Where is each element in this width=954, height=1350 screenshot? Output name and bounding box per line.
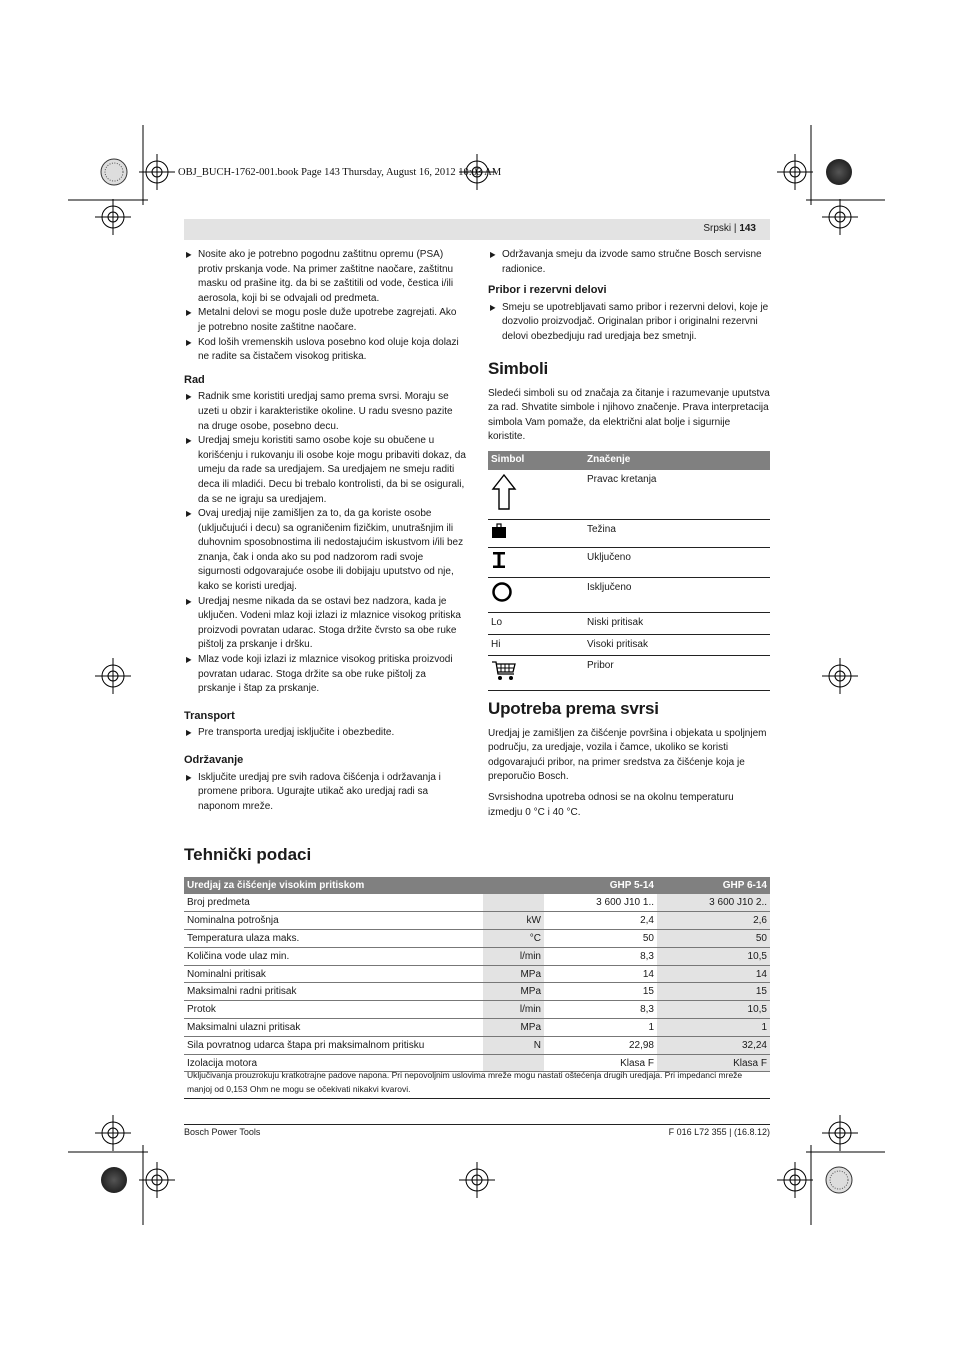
meaning-cell: Težina xyxy=(584,520,770,548)
symbol-cell xyxy=(488,547,584,578)
symbol-row xyxy=(488,470,770,520)
tech-row xyxy=(184,983,770,1001)
bullet-text: Uredjaj nesme nikada da se ostavi bez nadzora, kada je uključen. Vodeni mlaz koji izlazi iz mlaznice visokog pritiska proizvodi povratan udarac. Stoga držite čvrsto sa obe ruke pištolj za prskanje i dršku. xyxy=(198,595,461,651)
left-column xyxy=(184,248,466,814)
tech-row xyxy=(184,1001,770,1019)
bullet-arrow-icon: ▶ xyxy=(186,655,192,665)
tech-cell-name: Izolacija motora xyxy=(184,1054,483,1072)
tech-cell-v2: 1 xyxy=(657,1019,770,1037)
tech-heading: Tehnički podaci xyxy=(184,845,312,864)
bullet-arrow-icon: ▶ xyxy=(186,308,192,318)
symbol-cell xyxy=(488,578,584,613)
symbol-cell: Hi xyxy=(488,634,584,656)
symbol-row xyxy=(488,656,770,691)
bullet-arrow-icon: ▶ xyxy=(186,337,192,347)
tech-row xyxy=(184,965,770,983)
bullet-item xyxy=(184,726,466,741)
tech-cell-name: Nominalna potrošnja xyxy=(184,912,483,930)
tech-cell-unit: l/min xyxy=(483,947,544,965)
tech-col-ghp614: GHP 6-14 xyxy=(657,877,770,894)
bullet-item xyxy=(184,507,466,595)
tech-cell-v1: 2,4 xyxy=(544,912,657,930)
tech-cell-name: Maksimalni radni pritisak xyxy=(184,983,483,1001)
tech-cell-unit xyxy=(483,894,544,912)
footnote-rule xyxy=(184,1098,770,1099)
symbol-cell xyxy=(488,520,584,548)
tech-cell-v2: 32,24 xyxy=(657,1036,770,1054)
tech-cell-name: Količina vode ulaz min. xyxy=(184,947,483,965)
tech-cell-v1: 22,98 xyxy=(544,1036,657,1054)
bullet-item xyxy=(184,434,466,507)
tech-row xyxy=(184,894,770,912)
bullet-text: Radnik sme koristiti uredjaj samo prema svrsi. Moraju se uzeti u obzir i karakteristike okoline. U radu svesno pazite na druge osobe, posebno decu. xyxy=(198,391,453,432)
bullet-item xyxy=(488,301,770,345)
upotreba-paragraph-1: Uredjaj je zamišljen za čišćenje površina i objekata u spoljnjem području, za uredjaje, vozila i čamce, ukoliko se koristi odgovarajući pribor, na primer sredstva za čišćenje koja je preporučio Bosch. xyxy=(488,727,767,783)
transport-heading: Transport xyxy=(184,709,235,722)
tech-cell-v2: 14 xyxy=(657,965,770,983)
tech-cell-unit: MPa xyxy=(483,965,544,983)
bullet-text: Smeju se upotrebljavati samo pribor i rezervni delovi, koje je dozvolio proizvodjač. Originalan pribor i originalni rezervni delovi obezbedjuju rad uredjaja bez smetnji. xyxy=(502,301,769,342)
tech-cell-unit: MPa xyxy=(483,983,544,1001)
tech-row xyxy=(184,1019,770,1037)
tech-row xyxy=(184,1036,770,1054)
footer-left: Bosch Power Tools xyxy=(184,1127,261,1137)
odrzavanje-bullets xyxy=(184,771,466,815)
bullet-text: Pre transporta uredjaj isključite i obezbedite. xyxy=(198,727,395,739)
tech-col-ghp514: GHP 5-14 xyxy=(544,877,657,894)
service-bullets xyxy=(488,248,770,277)
transport-bullets xyxy=(184,726,466,741)
bullet-text: Mlaz vode koji izlazi iz mlaznice visokog pritiska proizvodi povratan udarac. Stoga držite sa obe ruke pištolj za prskanje i štap za prskanje. xyxy=(198,654,453,695)
meaning-cell: Niski pritisak xyxy=(584,612,770,634)
safety-bullets xyxy=(184,248,466,365)
bullet-arrow-icon: ▶ xyxy=(490,302,496,312)
tech-cell-v2: 15 xyxy=(657,983,770,1001)
bullet-item xyxy=(184,653,466,697)
print-info-line: OBJ_BUCH-1762-001.book Page 143 Thursday, August 16, 2012 10:03 AM xyxy=(178,167,502,178)
arrow-up-icon xyxy=(491,473,517,511)
bullet-arrow-icon: ▶ xyxy=(186,250,192,259)
tech-cell-v2: 50 xyxy=(657,930,770,948)
bullet-text: Metalni delovi se mogu posle duže upotrebe zagrejati. Ako je potrebno nosite zaštitne naočare. xyxy=(198,307,457,333)
simboli-heading: Simboli xyxy=(488,358,548,378)
bullet-item xyxy=(184,595,466,653)
tech-cell-v2: 10,5 xyxy=(657,1001,770,1019)
bullet-arrow-icon: ▶ xyxy=(186,436,192,446)
bullet-arrow-icon: ▶ xyxy=(186,772,192,782)
bullet-item xyxy=(184,771,466,815)
tech-cell-v2: 3 600 J10 2.. xyxy=(657,894,770,912)
symbol-row xyxy=(488,547,770,578)
bullet-arrow-icon: ▶ xyxy=(186,509,192,519)
tech-cell-v2: Klasa F xyxy=(657,1054,770,1072)
bullet-text: Nosite ako je potrebno pogodnu zaštitnu opremu (PSA) protiv prskanja vode. Na primer zaštitne naočare, zaštitnu masku od prašine itg. da bi se zaštitili od vode, čestica i/ili aerosola, koji bi se odvajali od predmeta. xyxy=(198,249,454,304)
bullet-item xyxy=(184,336,466,365)
bullet-item xyxy=(184,248,466,306)
upotreba-paragraph-2: Svrsishodna upotreba odnosi se na okolnu temperaturu izmedju 0 °C i 40 °C. xyxy=(488,792,734,818)
symbol-cell: Lo xyxy=(488,612,584,634)
odrzavanje-heading: Održavanje xyxy=(184,754,244,766)
footer-right: F 016 L72 355 | (16.8.12) xyxy=(668,1127,770,1137)
meaning-cell: Pribor xyxy=(584,656,770,691)
pribor-heading: Pribor i rezervni delovi xyxy=(488,284,607,297)
symbol-row xyxy=(488,634,770,656)
rad-bullets xyxy=(184,390,466,696)
tech-table xyxy=(184,877,770,1072)
accessory-cart-icon xyxy=(491,659,517,681)
simboli-intro: Sledeći simboli su od značaja za čitanje i razumevanje uputstva za rad. Shvatite simbole i njihovo značenje. Pravа interpretacija simbola Vam pomaže, da električni alat bolje i sigurnije koristite. xyxy=(488,387,770,443)
bullet-item xyxy=(184,390,466,434)
tech-cell-v2: 2,6 xyxy=(657,912,770,930)
tech-cell-v1: 15 xyxy=(544,983,657,1001)
tech-cell-unit: °C xyxy=(483,930,544,948)
page-header xyxy=(184,219,770,240)
meaning-cell: Isključeno xyxy=(584,578,770,613)
tech-cell-name: Sila povratnog udarca štapa pri maksimalnom pritisku xyxy=(184,1036,483,1054)
bullet-item xyxy=(184,306,466,335)
tech-cell-name: Maksimalni ulazni pritisak xyxy=(184,1019,483,1037)
symbol-row xyxy=(488,578,770,613)
tech-row xyxy=(184,912,770,930)
symbol-cell xyxy=(488,470,584,520)
tech-cell-unit: l/min xyxy=(483,1001,544,1019)
symbol-row xyxy=(488,520,770,548)
symbols-table-header xyxy=(488,451,770,470)
power-off-icon xyxy=(491,581,513,603)
tech-col-device: Uredjaj za čišćenje visokim pritiskom xyxy=(184,877,544,894)
header-language: Srpski xyxy=(703,223,732,234)
bullet-text: Održavanja smeju da izvode samo stručne Bosch servisne radionice. xyxy=(502,249,762,275)
header-text xyxy=(703,223,756,234)
tech-footnote: Uključivanja prouzrokuju kratkotrajne padove napona. Pri nepovoljnim uslovima mreže mogu nastati oštećenja drugih uredjaja. Pri impedanci mreže manjoj od 0,153 Ohm ne mogu se očekivati nikakvi kvarovi. xyxy=(187,1070,743,1094)
tech-table-header xyxy=(184,877,770,894)
bullet-arrow-icon: ▶ xyxy=(186,728,192,738)
symbols-col-symbol: Simbol xyxy=(488,451,584,470)
power-on-icon xyxy=(491,551,507,569)
tech-cell-unit: MPa xyxy=(483,1019,544,1037)
upotreba-heading: Upotreba prema svrsi xyxy=(488,698,659,718)
bullet-text: Isključite uredjaj pre svih radova čišćenja i održavanja i promene pribora. Ugurajte utikač ako uredjaj radi sa naponom mreže. xyxy=(198,771,441,812)
tech-table-body xyxy=(184,894,770,1072)
tech-cell-v1: 50 xyxy=(544,930,657,948)
rad-heading: Rad xyxy=(184,373,205,386)
tech-row xyxy=(184,930,770,948)
bullet-text: Kod loših vremenskih uslova posebno kod oluje koja dolazi ne radite sa čistačem visokog pritiska. xyxy=(198,336,459,363)
meaning-cell: Visoki pritisak xyxy=(584,634,770,656)
bullet-arrow-icon: ▶ xyxy=(186,392,192,402)
header-page-number: 143 xyxy=(739,223,756,234)
tech-cell-v1: 8,3 xyxy=(544,947,657,965)
tech-cell-unit: N xyxy=(483,1036,544,1054)
footer-rule xyxy=(184,1124,770,1125)
bullet-arrow-icon: ▶ xyxy=(186,596,192,606)
tech-cell-unit: kW xyxy=(483,912,544,930)
meaning-cell: Uključeno xyxy=(584,547,770,578)
tech-cell-v1: 1 xyxy=(544,1019,657,1037)
symbols-table xyxy=(488,451,770,691)
symbol-cell xyxy=(488,656,584,691)
bullet-text: Ovaj uredjaj nije zamišljen za to, da ga koriste osobe (uključujući i decu) sa ograničenim fizičkim, unutrašnjim ili duhovnim sposobnostima ili nedostajućim iskustvom i/ili bez znanja, čak i onda ako su pod nadzorom radi svoje sigurnosti odgovarajuće osobe ili dobijaju uputstvo od nje, kako se koristi uredjaj. xyxy=(198,508,464,593)
symbol-row xyxy=(488,612,770,634)
tech-cell-name: Protok xyxy=(184,1001,483,1019)
header-separator: | xyxy=(733,223,737,234)
weight-icon xyxy=(491,523,507,538)
right-column xyxy=(488,248,770,826)
tech-cell-name: Broj predmeta xyxy=(184,894,483,912)
pribor-bullets xyxy=(488,301,770,345)
tech-cell-name: Temperatura ulaza maks. xyxy=(184,930,483,948)
tech-cell-v1: 14 xyxy=(544,965,657,983)
tech-cell-v1: Klasa F xyxy=(544,1054,657,1072)
meaning-cell: Pravac kretanja xyxy=(584,470,770,520)
tech-row xyxy=(184,947,770,965)
tech-cell-v1: 3 600 J10 1.. xyxy=(544,894,657,912)
bullet-text: Uredjaj smeju koristiti samo osobe koje su obučene u korišćenju i rukovanju ili osobe koje mogu pribaviti dokaz, da umeju da rade sa uredjajem. Sa uredjajem ne smeju raditi deca ili mladići. Decu bi trebalo kontrolisti, da bi se osigurali, da se ne igraju sa uredjajem. xyxy=(198,435,466,505)
symbols-col-meaning: Značenje xyxy=(584,451,770,470)
tech-cell-v2: 10,5 xyxy=(657,947,770,965)
tech-cell-name: Nominalni pritisak xyxy=(184,965,483,983)
bullet-item xyxy=(488,248,770,277)
bullet-arrow-icon: ▶ xyxy=(490,250,496,259)
tech-cell-v1: 8,3 xyxy=(544,1001,657,1019)
